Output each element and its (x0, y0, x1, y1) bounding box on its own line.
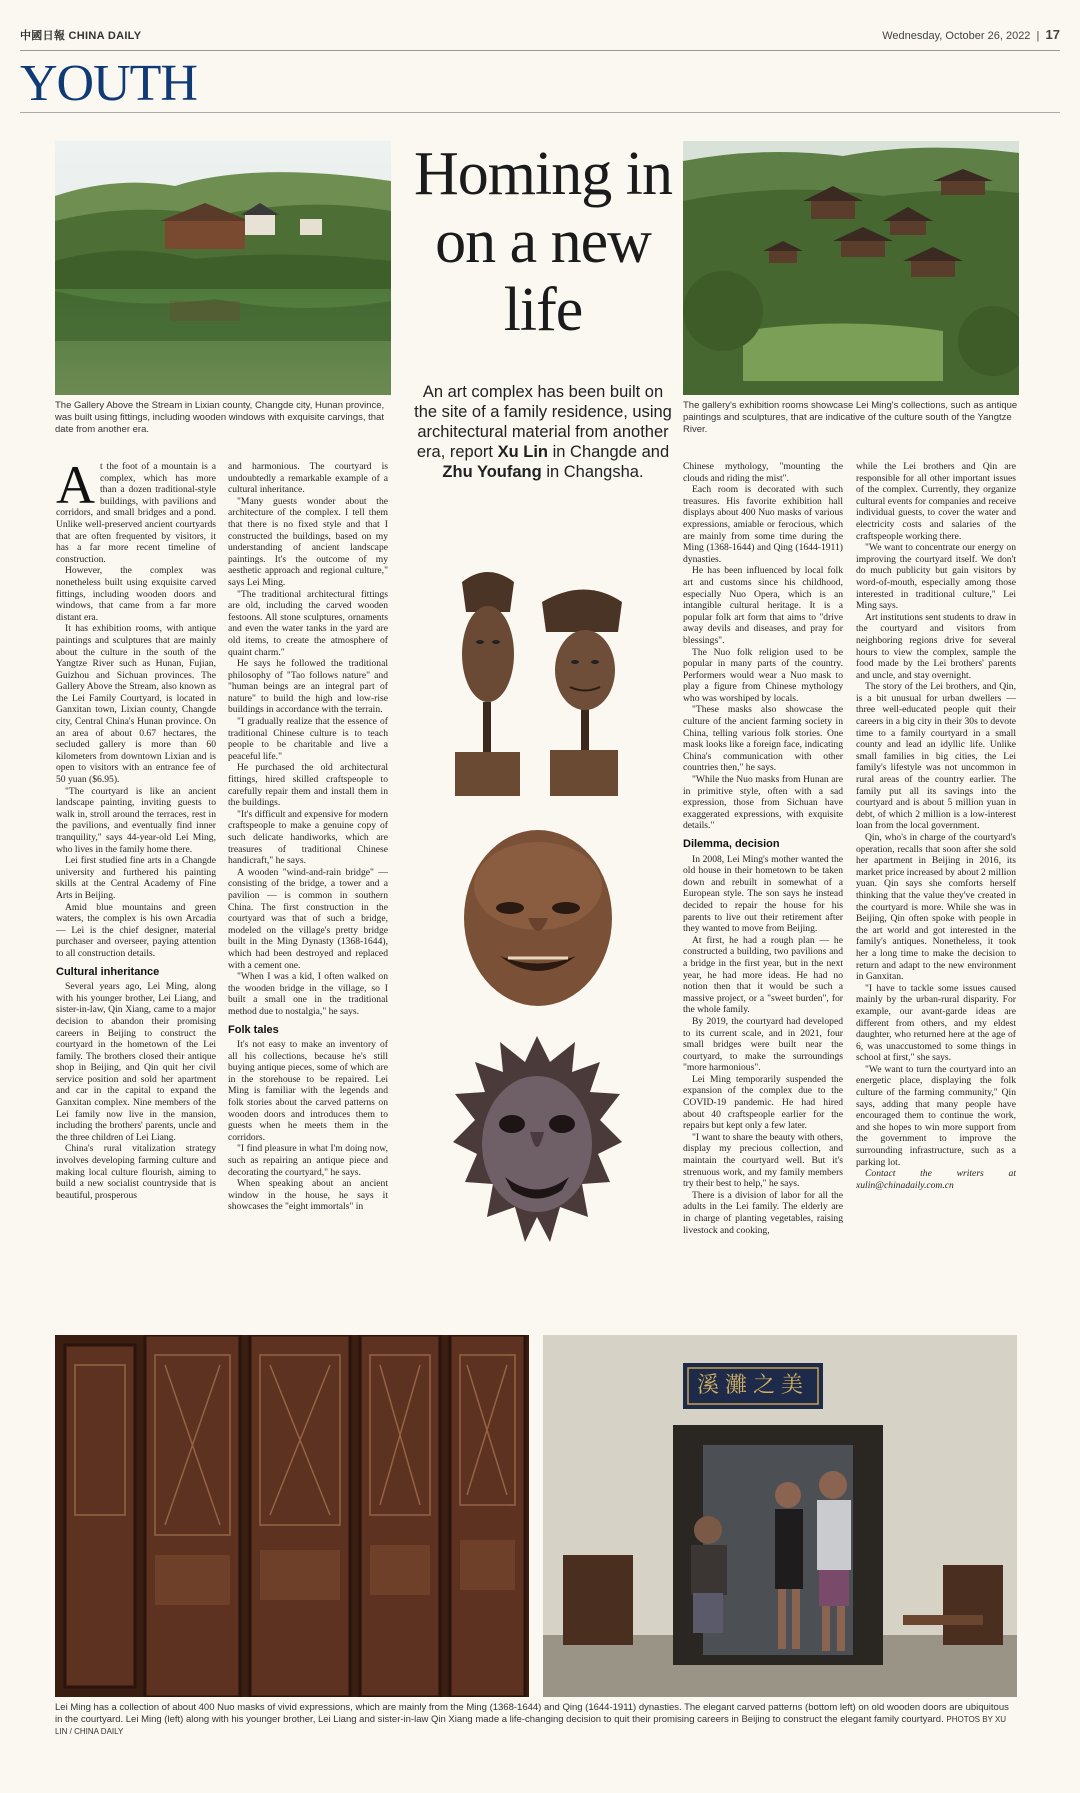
paragraph: while the Lei brothers and Qin are responsible for all other important issues of the complex. Currently, they organize cultural events for companies and receive individual guests, to cover the water and electricity costs and salaries of the craftspeople working there. (856, 461, 1016, 542)
paragraph: Chinese mythology, "mounting the clouds and riding the mist". (683, 461, 843, 484)
drop-cap: A (56, 461, 95, 515)
paragraph: "While the Nuo masks from Hunan are in primitive style, often with a sad expression, those from Sichuan have exaggerated expressions, with exquisite details." (683, 774, 843, 832)
paragraph: However, the complex was nonetheless built using exquisite carved fittings, including wooden doors and windows, that came from a far more distant era. (56, 565, 216, 623)
photo-pond-landscape (55, 141, 391, 395)
author-zhu-youfang: Zhu Youfang (442, 463, 542, 481)
caption-top-left: The Gallery Above the Stream in Lixian county, Changde city, Hunan province, was built using fittings, including wooden windows with exquisite carvings, that date from another era. (55, 400, 385, 435)
article-column-4 (856, 461, 1016, 1311)
photo-credit: PHOTOS BY XU LIN / CHINA DAILY (55, 1715, 1007, 1736)
paragraph: "We want to concentrate our energy on improving the courtyard itself. We don't do much publicity but gain visitors by word-of-mouth, especially among those interested in traditional culture," Lei Ming says. (856, 542, 1016, 612)
paragraph: "I gradually realize that the essence of traditional Chinese culture is to teach people to be charitable and live a peaceful life." (228, 716, 388, 762)
paragraph: In 2008, Lei Ming's mother wanted the old house in their hometown to be taken down and rebuilt in somewhat of a European style. The son says he instead decided to repair the house for his parents to live out their retirement after they wanted to move from Beijing. (683, 853, 843, 935)
paragraph: "The courtyard is like an ancient landscape painting, inviting guests to walk in, stroll around the terraces, rest in the pavilions, and eventually find inner tranquility," says 44-year-old Lei Ming, who lives in the family home there. (56, 785, 216, 855)
paragraph: t the foot of a mountain is a complex, which has more than a dozen traditional-style buildings, with pavilions and corridors, and small bridges and a pond. Unlike well-preserved ancient courtyards that are often frequented by visitors, it has a far more recent timeline of construction. (56, 461, 216, 565)
issue-date: Wednesday, October 26, 2022 (882, 30, 1031, 42)
deck-location-2: in Changsha. (546, 463, 644, 481)
signboard-text: 溪灘之美 (696, 1373, 809, 1398)
paragraph: Lei first studied fine arts in a Changde university and furthered his painting skills at the Central Academy of Fine Arts in Beijing. (56, 855, 216, 901)
photo-smiling-mask (458, 826, 618, 1011)
subhead-folk-tales: Folk tales (228, 1023, 279, 1036)
caption-bottom (55, 1702, 1017, 1738)
photo-family-portrait (543, 1335, 1017, 1697)
headline: Homing in on a new life (414, 140, 672, 344)
paragraph: "Many guests wonder about the architecture of the complex. I tell them that there is no fixed style and that I constructed the buildings, based on my understanding of ancient landscape paintings. It's the outcome of my aesthetic approach and regional culture," says Lei Ming. (228, 495, 388, 588)
paragraph: "The traditional architectural fittings are old, including the carved wooden festoons. All stone sculptures, ornaments and even the water tanks in the yard are old items, to create the atmosphere of quaint charm." (228, 588, 388, 658)
deck (412, 382, 674, 482)
paragraph: He has been influenced by local folk art and customs since his childhood, especially Nuo Opera, which is an intangible cultural heritage. It is a popular folk art form that aims to "drive away devils and diseases, and pray for blessings". (683, 565, 843, 646)
paragraph: "It's difficult and expensive for modern craftspeople to make a genuine copy of such delicate handiworks, which are treasures of traditional Chinese handicraft," he says. (228, 808, 388, 867)
paragraph: By 2019, the courtyard had developed to its current scale, and in 2021, four small bridges were built near the courtyard, to make the surroundings "more harmonious". (683, 1015, 843, 1074)
paragraph: "I have to tackle some issues caused mainly by the urban-rural disparity. For example, our avant-garde ideas are different from others, and my eldest daughter, who returned here at the age of 6, was unaccustomed to some things in school at first," she says. (856, 982, 1016, 1064)
article-column-2 (228, 461, 388, 1311)
paragraph: The story of the Lei brothers, and Qin, is a bit unusual for urban dwellers — three well-educated people quit their careers in a big city in their 30s to devote time to a family courtyard in a small county and lead an idyllic life. Unlike small families in big cities, the Lei family's lifestyle was not uncommon in rural areas of the country earlier. The family put all its savings into the courtyard and is about 5 million yuan in debt, of which 2 million is a low-interest loan from the local government. (856, 681, 1016, 832)
photo-fierce-mask (450, 1032, 625, 1250)
deck-location-1: in Changde and (552, 443, 670, 461)
photo-carved-doors (55, 1335, 529, 1697)
paragraph: "These masks also showcase the culture of the ancient farming society in China, telling various folk stories. One mask looks like a foreign face, indicating China's communication with other countries then," he says. (683, 704, 843, 774)
author-xu-lin: Xu Lin (497, 443, 549, 461)
photo-village-courtyard (683, 141, 1019, 395)
paragraph: He says he followed the traditional philosophy of "Tao follows nature" and "human beings are an integral part of nature" to build the high and low-rise buildings in accordance with the terrain. (228, 658, 388, 716)
paragraph: "I find pleasure in what I'm doing now, such as repairing an antique piece and decorating the courtyard," he says. (228, 1143, 388, 1178)
paragraph: "When I was a kid, I often walked on the wooden bridge in the village, so I built a small one in the traditional method due to nostalgia," he says. (228, 971, 388, 1017)
deck-text: An art complex has been built on the site of a family residence, using architectural material from another era, report (414, 383, 672, 461)
article-column-1 (56, 461, 216, 1311)
masthead-logo: 中國日報 CHINA DAILY (20, 30, 142, 42)
page-number: 17 (1045, 27, 1060, 42)
paragraph: It has exhibition rooms, with antique paintings and sculptures that are mainly about the culture in the south of the Yangtze River such as Hunan, Fujian, Guizhou and Sichuan provinces. The Gallery Above the Stream, also known as the Lei Family Courtyard, is located in Ganxitan town, Lixian county, Changde city, Central China's Hunan province. On an area of about 0.67 hectares, the secluded gallery is more than 60 kilometers from downtown Lixian and is open to visitors with an entrance fee of 50 yuan ($6.95). (56, 623, 216, 786)
photo-carved-figures (450, 562, 630, 798)
paragraph: "We want to turn the courtyard into an energetic place, displaying the folk culture of the farming community," Qin says, adding that many people have encouraged them to continue the work, and she hopes to win more support from the government to improve the surrounding infrastructure, such as a parking lot. (856, 1063, 1016, 1168)
paragraph: It's not easy to make an inventory of all his collections, because he's still buying antique pieces, some of which are in the storehouse to be repaired. Lei Ming is familiar with the legends and folk stories about the carved patterns on wooden doors and introduces them to guests when he meets them in the corridors. (228, 1039, 388, 1143)
paragraph: Amid blue mountains and green waters, the complex is his own Arcadia — Lei is the chief designer, material purchaser and overseer, paying attention to all construction details. (56, 901, 216, 959)
paragraph: and harmonious. The courtyard is undoubtedly a remarkable example of a cultural inheritance. (228, 461, 388, 496)
paragraph: There is a division of labor for all the adults in the Lei family. The elderly are in charge of planting vegetables, raising livestock and cooking, (683, 1189, 843, 1236)
paragraph: "I want to share the beauty with others, display my precious collection, and maintain the courtyard well. But it's strenuous work, and my family members try their best to help," he says. (683, 1131, 843, 1190)
paragraph: Several years ago, Lei Ming, along with his younger brother, Lei Liang, and sister-in-law, Qin Xiang, came to a major decision to abandon their promising careers in Beijing to construct the courtyard in the hometown of the Lei family. The brothers closed their antique shop in Beijing, and Qin quit her civil service position and sold her apartment and car in the capital to expand the Ganxitan complex. Nine members of the Lei family now live in the mansion, including the brothers' parents, uncle and the three children of Lei Liang. (56, 981, 216, 1143)
section-rule (20, 112, 1060, 113)
caption-top-right: The gallery's exhibition rooms showcase Lei Ming's collections, such as antique paintings and sculptures, that are indicative of the culture south of the Yangtze River. (683, 400, 1018, 435)
top-rule (20, 50, 1060, 51)
masthead-date: Wednesday, October 26, 2022 | 17 (882, 27, 1060, 42)
section-title: YOUTH (20, 55, 197, 112)
article-column-3 (683, 461, 843, 1311)
caption-bottom-text: Lei Ming has a collection of about 400 Nuo masks of vivid expressions, which are mainly from the Ming (1368-1644) and Qing (1644-1911) dynasties. The elegant carved patterns (bottom left) on old wooden doors are ubiquitous in the courtyard. Lei Ming (left) along with his younger brother, Lei Liang and sister-in-law Qin Xiang made a life-changing decision to quit their promising careers in Beijing to construct the elegant family courtyard. (55, 1702, 1009, 1725)
paragraph: A wooden "wind-and-rain bridge" — consisting of the bridge, a tower and a pavilion — is common in southern China. The first construction in the courtyard was that of such a bridge, modeled on the village's pretty bridge built in the Ming Dynasty (1368-1644), which had been destroyed and replaced with a cement one. (228, 866, 388, 971)
paragraph: When speaking about an ancient window in the house, he says it showcases the "eight immortals" in (228, 1178, 388, 1213)
subhead-cultural-inheritance: Cultural inheritance (56, 965, 160, 978)
paragraph: The Nuo folk religion used to be popular in many parts of the country. Performers would wear a Nuo mask to play a figure from Chinese mythology who was worshiped by locals. (683, 646, 843, 704)
paragraph: China's rural vitalization strategy involves developing farming culture and making local culture flourish, aiming to build a new socialist countryside that is beautiful, prosperous (56, 1143, 216, 1201)
paragraph: At first, he had a rough plan — he constructed a building, two pavilions and a bridge in the first year, but in the next year, he had more ideas. He had no notion then that it would be such a massive project, or a "sweet burden", for the whole family. (683, 934, 843, 1016)
paragraph: Each room is decorated with such treasures. His favorite exhibition hall displays about 400 Nuo masks of various expressions, amiable or ferocious, which are mainly from some time during the Ming (1368-1644) and Qing (1644-1911) dynasties. (683, 484, 843, 565)
paragraph: Qin, who's in charge of the courtyard's operation, recalls that soon after she sold her apartment in Beijing in 2016, its market price increased by about 2 million yuan. Qin says she comforts herself thinking that the value they've created in the courtyard is more. While she was in Beijing, Qin often spoke with people in the art world and got interested in the family's antiques. Nonetheless, it took her a long time to make the decision to return and adapt to the new environment in Ganxitan. (856, 832, 1016, 983)
subhead-dilemma-decision: Dilemma, decision (683, 838, 780, 850)
paragraph: Art institutions sent students to draw in the courtyard and visitors from neighboring regions drive for several hours to view the complex, sample the food made by the Lei brothers' parents and uncle, and stay overnight. (856, 611, 1016, 681)
paragraph: He purchased the old architectural fittings, hired skilled craftspeople to carefully repair them and install them in the buildings. (228, 762, 388, 809)
contact-line: Contact the writers at xulin@chinadaily.com.cn (856, 1168, 1016, 1191)
paragraph: Lei Ming temporarily suspended the expansion of the complex due to the COVID-19 pandemic. He had hired about 40 craftspeople earlier for the repairs but kept only a few later. (683, 1073, 843, 1132)
